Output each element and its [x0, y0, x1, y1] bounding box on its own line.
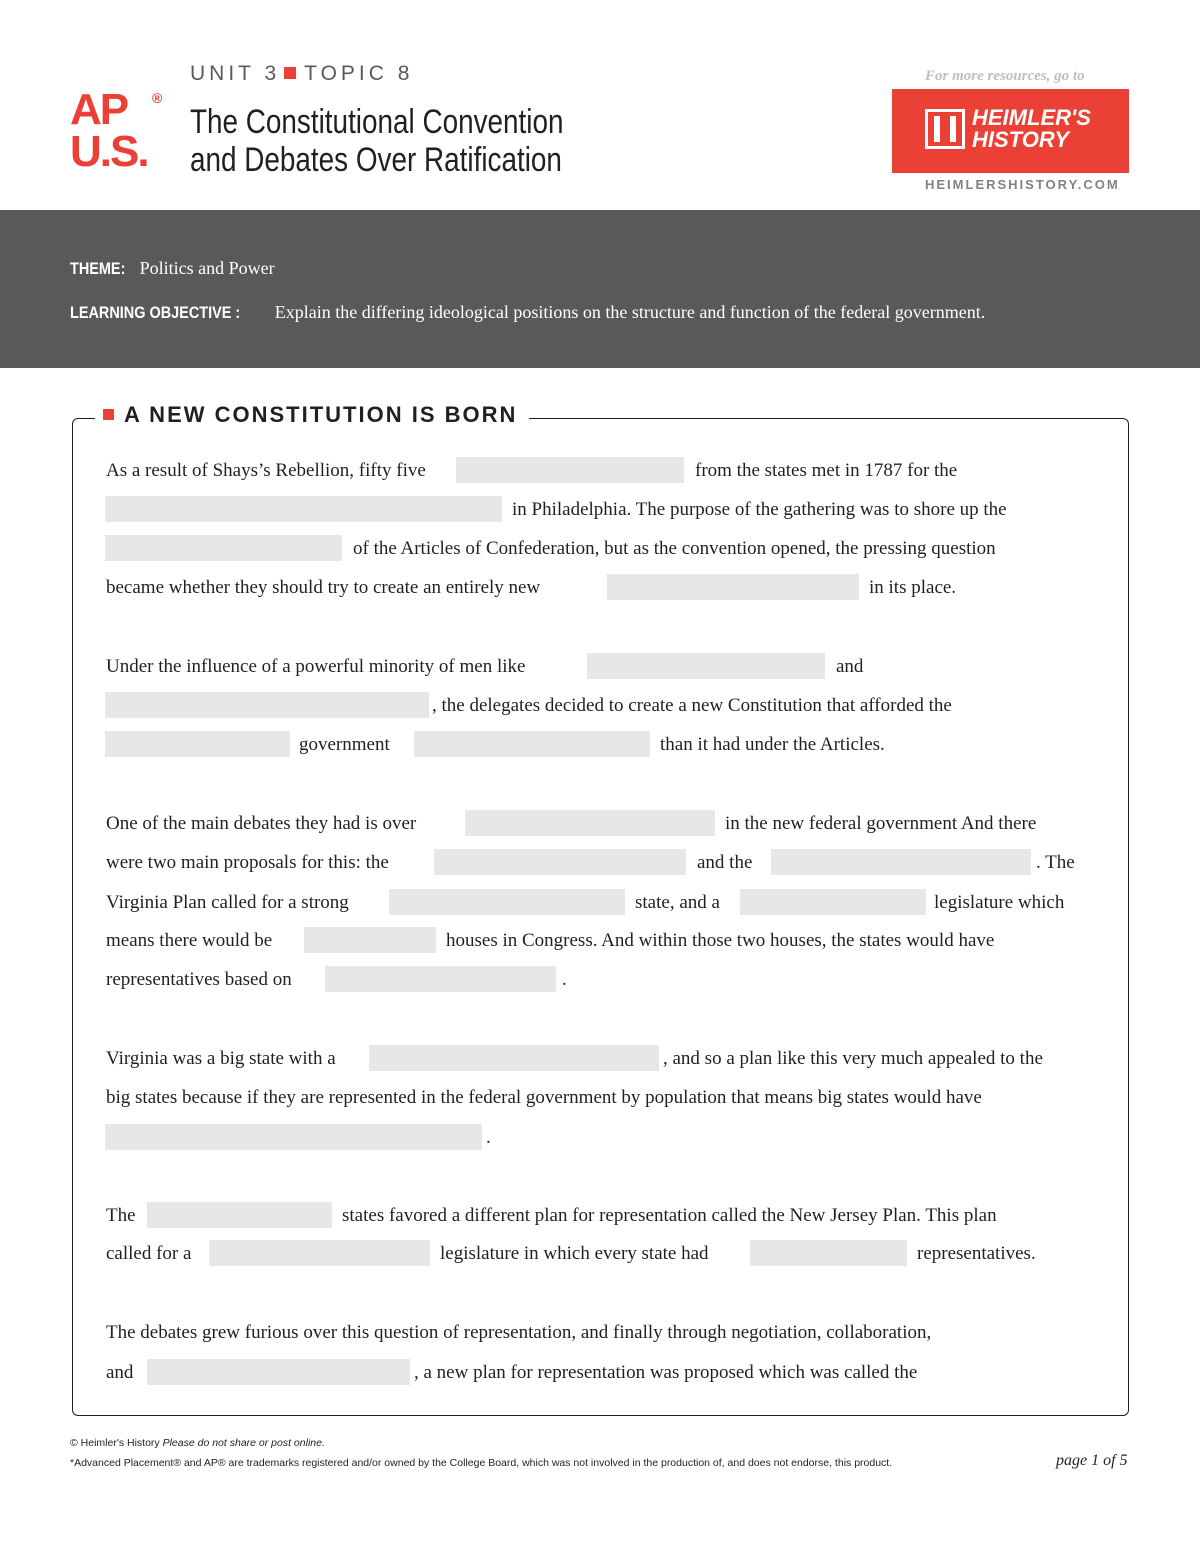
page-number: page 1 of 5 — [1056, 1452, 1128, 1469]
passage-text: state, and a — [635, 892, 720, 913]
passage-text: The — [106, 1205, 136, 1226]
passage-text: in the new federal government And there — [725, 813, 1037, 834]
theme-row — [70, 258, 275, 279]
passage-text: and the — [697, 852, 753, 873]
passage-text: representatives. — [917, 1243, 1036, 1264]
answer-blank[interactable] — [607, 574, 859, 600]
passage-text: . — [486, 1127, 491, 1148]
answer-blank[interactable] — [369, 1045, 659, 1071]
passage-text: representatives based on — [106, 969, 292, 990]
answer-blank[interactable] — [434, 849, 686, 875]
passage-text: states favored a different plan for representation called the New Jersey Plan. This plan — [342, 1205, 997, 1226]
passage-text: As a result of Shays’s Rebellion, fifty five — [106, 460, 426, 481]
passage-text: means there would be — [106, 930, 273, 951]
red-square-icon — [284, 67, 296, 79]
answer-blank[interactable] — [105, 1124, 482, 1150]
objective-label: LEARNING OBJECTIVE : — [70, 303, 241, 322]
answer-blank[interactable] — [465, 810, 715, 836]
theme-label: THEME: — [70, 259, 126, 278]
passage-text: and — [106, 1362, 134, 1383]
answer-blank[interactable] — [147, 1202, 332, 1228]
more-resources-text: For more resources, go to — [925, 68, 1085, 84]
passage-text: Virginia Plan called for a strong — [106, 892, 349, 913]
passage-text: , and so a plan like this very much appealed to the — [663, 1048, 1043, 1069]
objective-value: Explain the differing ideological positions on the structure and function of the federal government. — [274, 302, 986, 322]
passage-text: big states because if they are represented in the federal government by population that means big states would have — [106, 1087, 982, 1108]
passage-text: houses in Congress. And within those two houses, the states would have — [446, 930, 995, 951]
heimlers-history-logo[interactable] — [892, 89, 1129, 173]
ap-us-logo — [70, 85, 163, 178]
h-monogram-icon — [925, 109, 965, 149]
passage-text: Under the influence of a powerful minority of men like — [106, 656, 526, 677]
answer-blank[interactable] — [105, 692, 429, 718]
unit-topic-line — [190, 62, 413, 86]
answer-blank[interactable] — [304, 927, 436, 953]
site-link[interactable]: HEIMLERSHISTORY.COM — [925, 177, 1120, 192]
passage-text: , a new plan for representation was proposed which was called the — [414, 1362, 918, 1383]
answer-blank[interactable] — [740, 889, 926, 915]
topic-label: TOPIC 8 — [304, 62, 414, 85]
passage-text: The debates grew furious over this question of representation, and finally through negotiation, collaboration, — [106, 1322, 932, 1343]
section-heading — [95, 402, 529, 428]
answer-blank[interactable] — [414, 731, 650, 757]
passage-text: . The — [1036, 852, 1075, 873]
page-title — [190, 103, 564, 179]
answer-blank[interactable] — [389, 889, 625, 915]
passage-text: from the states met in 1787 for the — [695, 460, 958, 481]
logo-registered-mark: ® — [152, 90, 163, 106]
passage-text: and — [836, 656, 864, 677]
share-notice: Please do not share or post online. — [162, 1437, 325, 1449]
unit-label: UNIT 3 — [190, 62, 281, 85]
answer-blank[interactable] — [587, 653, 825, 679]
title-line-2: and Debates Over Ratification — [190, 141, 562, 179]
passage-text: were two main proposals for this: the — [106, 852, 389, 873]
answer-blank[interactable] — [750, 1240, 907, 1266]
answer-blank[interactable] — [105, 535, 342, 561]
brand-line-1: HEIMLER'S — [972, 105, 1091, 130]
red-square-icon — [103, 409, 114, 420]
title-line-1: The Constitutional Convention — [190, 103, 564, 141]
section-box — [72, 418, 1129, 1416]
brand-line-2: HISTORY — [972, 127, 1069, 152]
passage-text: than it had under the Articles. — [660, 734, 885, 755]
answer-blank[interactable] — [105, 496, 502, 522]
passage-text: of the Articles of Confederation, but as the convention opened, the pressing question — [353, 538, 996, 559]
answer-blank[interactable] — [147, 1359, 410, 1385]
theme-band — [0, 210, 1200, 368]
answer-blank[interactable] — [105, 731, 290, 757]
passage-text: Virginia was a big state with a — [106, 1048, 336, 1069]
passage-text: in its place. — [869, 577, 957, 598]
answer-blank[interactable] — [209, 1240, 430, 1266]
theme-value: Politics and Power — [139, 258, 275, 278]
answer-blank[interactable] — [456, 457, 684, 483]
copyright-line — [70, 1437, 325, 1449]
answer-blank[interactable] — [325, 966, 556, 992]
logo-us-text: U.S. — [70, 127, 148, 176]
section-heading-text: A NEW CONSTITUTION IS BORN — [124, 402, 518, 427]
objective-row — [70, 302, 985, 323]
passage-text: in Philadelphia. The purpose of the gathering was to shore up the — [512, 499, 1007, 520]
passage-text: . — [562, 969, 567, 990]
passage-text: , the delegates decided to create a new Constitution that afforded the — [432, 695, 952, 716]
copyright-text: © Heimler's History — [70, 1437, 160, 1449]
passage-text: legislature in which every state had — [440, 1243, 709, 1264]
passage-text: legislature which — [934, 892, 1065, 913]
passage-text: government — [299, 734, 390, 755]
passage-text: became whether they should try to create an entirely new — [106, 577, 541, 598]
logo-ap-text: AP — [70, 85, 128, 134]
answer-blank[interactable] — [771, 849, 1031, 875]
trademark-notice: *Advanced Placement® and AP® are trademarks registered and/or owned by the College Board, which was not involved in the production of, and does not endorse, this product. — [70, 1457, 893, 1469]
passage-text: called for a — [106, 1243, 192, 1264]
passage-text: One of the main debates they had is over — [106, 813, 417, 834]
